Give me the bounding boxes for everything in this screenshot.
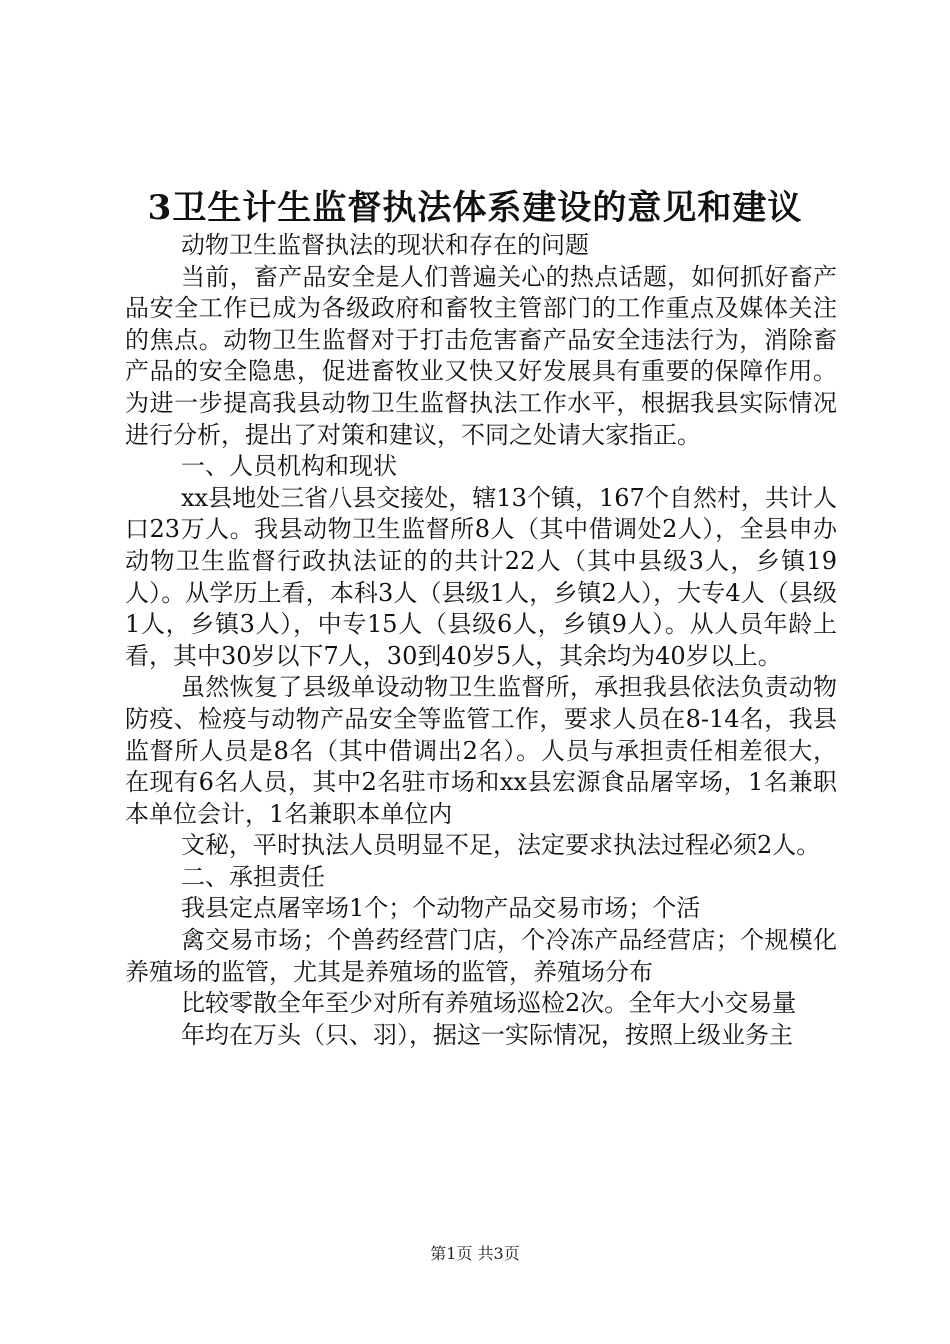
- section-heading-personnel: 一、人员机构和现状: [181, 452, 397, 481]
- paragraph-intro: 当前，畜产品安全是人们普遍关心的热点话题，如何抓好畜产品安全工作已成为各级政府和畜牧主管部门的工作重点及媒体关注的焦点。动物卫生监督对于打击危害畜产品安全违法行为，消除畜产品的安全隐患，促进畜牧业又快又好发展具有重要的保障作用。为进一步提高我县动物卫生监督执法工作水平，根据我县实际情况进行分析，提出了对策和建议，不同之处请大家指正。: [125, 262, 837, 449]
- document-title: 3卫生计生监督执法体系建设的意见和建议: [147, 188, 803, 228]
- paragraph-responsibilities-3: 比较零散全年至少对所有养殖场巡检2次。全年大小交易量: [181, 989, 797, 1018]
- paragraph-responsibilities-1: 我县定点屠宰场1个；个动物产品交易市场；个活: [181, 894, 701, 923]
- page-number-footer: 第1页 共3页: [430, 1244, 520, 1263]
- paragraph-staffing-continued: 文秘，平时执法人员明显不足，法定要求执法过程必须2人。: [181, 831, 821, 860]
- document-body: [125, 230, 837, 1051]
- section-heading-responsibilities: 二、承担责任: [181, 862, 325, 891]
- paragraph-personnel-stats: xx县地处三省八县交接处，辖13个镇，167个自然村，共计人口23万人。我县动物卫生监督所8人（其中借调处2人），全县申办动物卫生监督行政执法证的的共计22人（其中县级3人，乡镇19人）。从学历上看，本科3人（县级1人，乡镇2人），大专4人（县级1人，乡镇3人），中专15人（县级6人，乡镇9人）。从人员年龄上看，其中30岁以下7人，30到40岁5人，其余均为40岁以上。: [125, 483, 837, 670]
- paragraph-responsibilities-2: 禽交易市场；个兽药经营门店，个冷冻产品经营店；个规模化养殖场的监管，尤其是养殖场的监管，养殖场分布: [125, 926, 837, 986]
- paragraph-subtitle: 动物卫生监督执法的现状和存在的问题: [181, 231, 589, 259]
- paragraph-staffing: 虽然恢复了县级单设动物卫生监督所，承担我县依法负责动物防疫、检疫与动物产品安全等监管工作，要求人员在8-14名，我县监督所人员是8名（其中借调出2名）。人员与承担责任相差很大，在现有6名人员，其中2名驻市场和xx县宏源食品屠宰场，1名兼职本单位会计，1名兼职本单位内: [125, 673, 837, 828]
- paragraph-responsibilities-4: 年均在万头（只、羽），据这一实际情况，按照上级业务主: [181, 1020, 793, 1049]
